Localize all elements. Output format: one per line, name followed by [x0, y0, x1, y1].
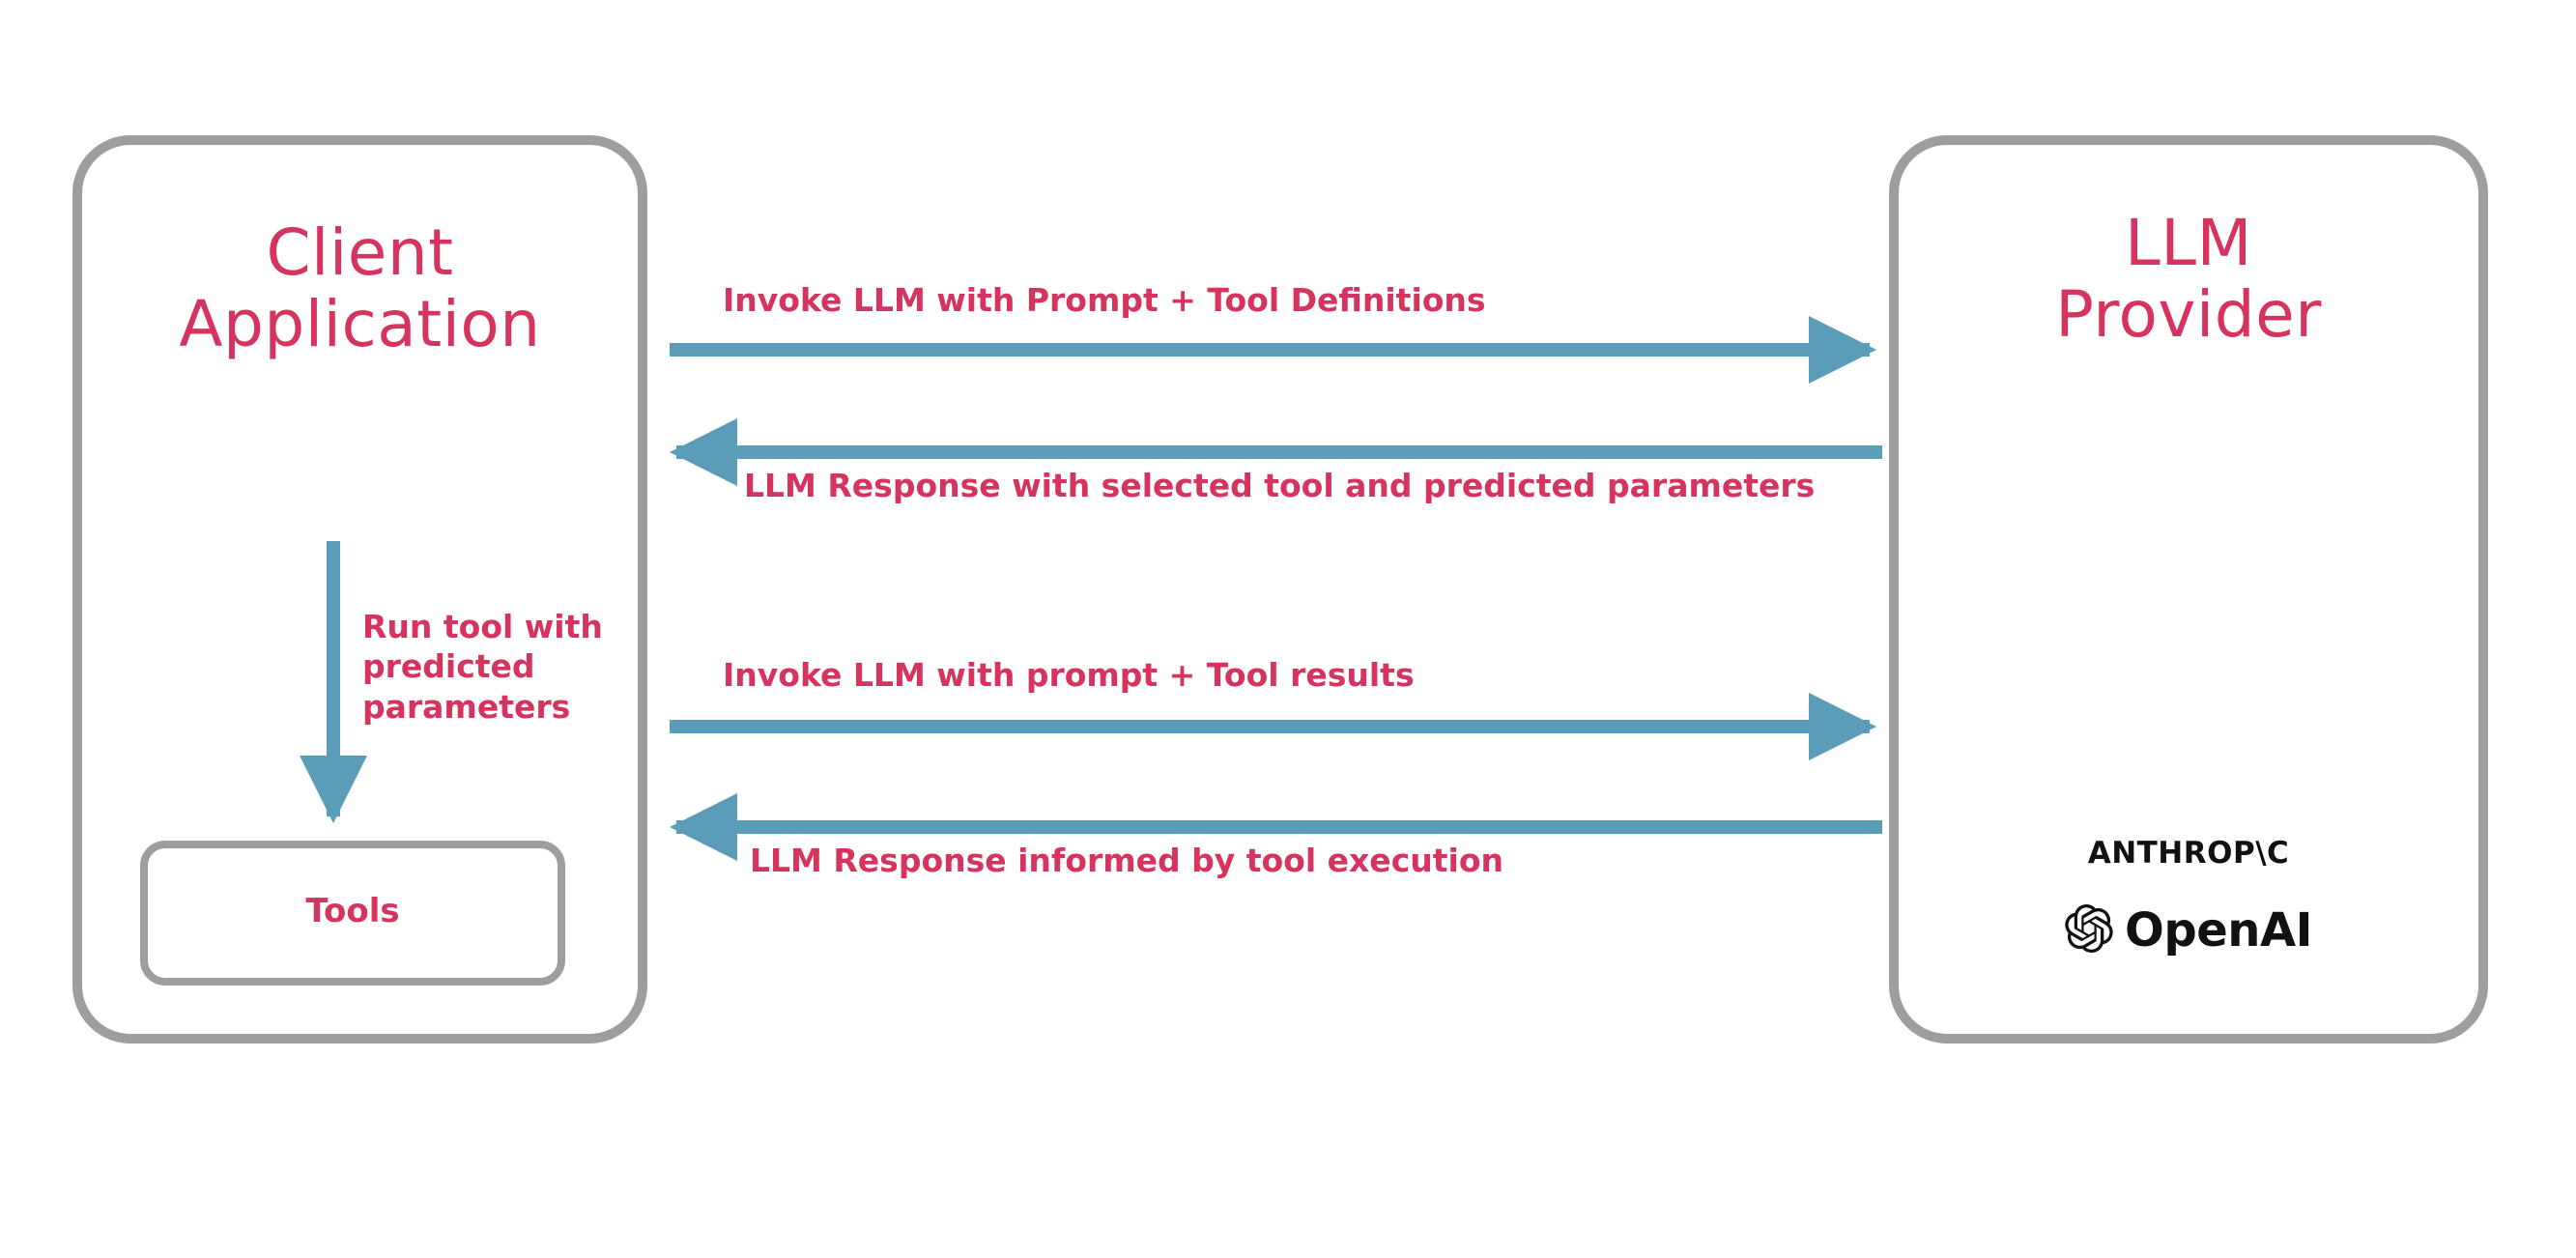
- client-title-line-1: Client: [266, 215, 454, 290]
- openai-logo-icon: [2065, 904, 2113, 957]
- client-title-line-2: Application: [179, 286, 541, 361]
- openai-wordmark: [1889, 903, 2488, 958]
- tools-box: [140, 841, 565, 986]
- arrow-label-response-1: LLM Response with selected tool and predicted parameters: [744, 467, 1816, 504]
- arrow-label-invoke-2: Invoke LLM with prompt + Tool results: [723, 656, 1415, 694]
- provider-title-line-2: Provider: [2055, 276, 2322, 352]
- openai-label: OpenAI: [2125, 903, 2312, 958]
- client-application-title: [72, 217, 647, 360]
- provider-title-line-1: LLM: [2125, 206, 2252, 280]
- tools-label: Tools: [305, 892, 400, 930]
- anthropic-wordmark: ANTHROP\C: [2087, 836, 2290, 871]
- arrow-label-response-2: LLM Response informed by tool execution: [750, 842, 1503, 879]
- arrow-label-run-tool: Run tool with predicted parameters: [362, 608, 603, 726]
- arrow-label-invoke-1: Invoke LLM with Prompt + Tool Definitions: [723, 281, 1486, 319]
- llm-provider-title: [1889, 208, 2488, 351]
